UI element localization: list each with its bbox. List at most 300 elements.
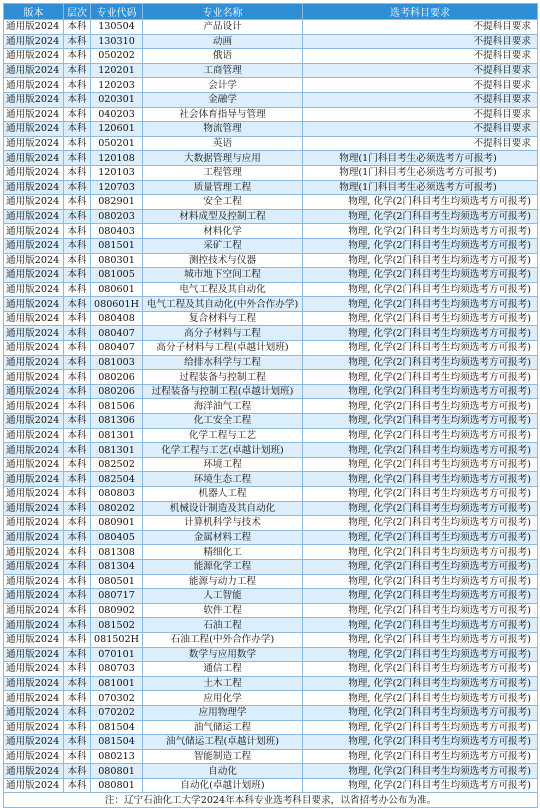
cell-version: 通用版2024 — [4, 180, 64, 195]
cell-level: 本科 — [64, 647, 91, 662]
table-row — [4, 589, 538, 604]
cell-version: 通用版2024 — [4, 384, 64, 399]
table-row — [4, 414, 538, 429]
cell-code: 120103 — [91, 165, 143, 180]
cell-requirement: 物理, 化学(2门科目考生均须选考方可报考) — [303, 676, 538, 691]
cell-code: 080801 — [91, 778, 143, 793]
cell-version: 通用版2024 — [4, 764, 64, 779]
cell-requirement: 物理(1门科目考生必须选考方可报考) — [303, 165, 538, 180]
cell-level: 本科 — [64, 545, 91, 560]
cell-requirement: 物理, 化学(2门科目考生均须选考方可报考) — [303, 384, 538, 399]
cell-code: 081001 — [91, 676, 143, 691]
cell-version: 通用版2024 — [4, 370, 64, 385]
cell-major-name: 过程装备与控制工程(卓越计划班) — [143, 384, 303, 399]
cell-version: 通用版2024 — [4, 662, 64, 677]
cell-version: 通用版2024 — [4, 589, 64, 604]
cell-requirement: 物理, 化学(2门科目考生均须选考方可报考) — [303, 282, 538, 297]
cell-version: 通用版2024 — [4, 676, 64, 691]
cell-requirement: 物理, 化学(2门科目考生均须选考方可报考) — [303, 764, 538, 779]
cell-requirement: 物理, 化学(2门科目考生均须选考方可报考) — [303, 443, 538, 458]
cell-major-name: 土木工程 — [143, 676, 303, 691]
cell-version: 通用版2024 — [4, 165, 64, 180]
cell-level: 本科 — [64, 632, 91, 647]
cell-level: 本科 — [64, 341, 91, 356]
cell-requirement: 不提科目要求 — [303, 122, 538, 137]
cell-level: 本科 — [64, 311, 91, 326]
cell-major-name: 复合材料与工程 — [143, 311, 303, 326]
cell-major-name: 给排水科学与工程 — [143, 355, 303, 370]
cell-version: 通用版2024 — [4, 749, 64, 764]
cell-requirement: 物理, 化学(2门科目考生均须选考方可报考) — [303, 326, 538, 341]
cell-code: 070302 — [91, 691, 143, 706]
cell-requirement: 物理, 化学(2门科目考生均须选考方可报考) — [303, 705, 538, 720]
cell-version: 通用版2024 — [4, 224, 64, 239]
table-row — [4, 472, 538, 487]
cell-major-name: 石油工程(中外合作办学) — [143, 632, 303, 647]
cell-version: 通用版2024 — [4, 151, 64, 166]
cell-version: 通用版2024 — [4, 632, 64, 647]
cell-code: 070202 — [91, 705, 143, 720]
cell-code: 081005 — [91, 268, 143, 283]
table-row — [4, 530, 538, 545]
table-row — [4, 574, 538, 589]
cell-code: 080717 — [91, 589, 143, 604]
cell-level: 本科 — [64, 735, 91, 750]
table-body — [4, 20, 538, 793]
table-row — [4, 501, 538, 516]
cell-level: 本科 — [64, 165, 91, 180]
table-row — [4, 705, 538, 720]
cell-code: 081504 — [91, 735, 143, 750]
cell-code: 080408 — [91, 311, 143, 326]
cell-major-name: 产品设计 — [143, 20, 303, 35]
cell-major-name: 油气储运工程 — [143, 720, 303, 735]
cell-code: 081506 — [91, 399, 143, 414]
cell-code: 081304 — [91, 559, 143, 574]
table-row — [4, 384, 538, 399]
cell-version: 通用版2024 — [4, 457, 64, 472]
cell-version: 通用版2024 — [4, 34, 64, 49]
table-row — [4, 545, 538, 560]
cell-level: 本科 — [64, 487, 91, 502]
cell-code: 120703 — [91, 180, 143, 195]
cell-version: 通用版2024 — [4, 574, 64, 589]
cell-requirement: 物理, 化学(2门科目考生均须选考方可报考) — [303, 268, 538, 283]
cell-code: 080403 — [91, 224, 143, 239]
cell-level: 本科 — [64, 399, 91, 414]
cell-level: 本科 — [64, 92, 91, 107]
table-row — [4, 122, 538, 137]
cell-requirement: 不提科目要求 — [303, 63, 538, 78]
cell-version: 通用版2024 — [4, 443, 64, 458]
cell-requirement: 物理, 化学(2门科目考生均须选考方可报考) — [303, 749, 538, 764]
cell-version: 通用版2024 — [4, 341, 64, 356]
cell-level: 本科 — [64, 501, 91, 516]
cell-requirement: 不提科目要求 — [303, 136, 538, 151]
cell-level: 本科 — [64, 589, 91, 604]
cell-level: 本科 — [64, 224, 91, 239]
cell-major-name: 自动化(卓越计划班) — [143, 778, 303, 793]
cell-code: 080902 — [91, 603, 143, 618]
cell-version: 通用版2024 — [4, 63, 64, 78]
cell-requirement: 物理, 化学(2门科目考生均须选考方可报考) — [303, 530, 538, 545]
table-row — [4, 297, 538, 312]
cell-requirement: 物理, 化学(2门科目考生均须选考方可报考) — [303, 662, 538, 677]
table-row — [4, 326, 538, 341]
cell-major-name: 社会体育指导与管理 — [143, 107, 303, 122]
cell-code: 080601H — [91, 297, 143, 312]
cell-major-name: 工商管理 — [143, 63, 303, 78]
cell-major-name: 化学工程与工艺 — [143, 428, 303, 443]
cell-level: 本科 — [64, 384, 91, 399]
cell-level: 本科 — [64, 516, 91, 531]
table-row — [4, 78, 538, 93]
cell-code: 080301 — [91, 253, 143, 268]
cell-major-name: 质量管理工程 — [143, 180, 303, 195]
table-row — [4, 778, 538, 793]
table-row — [4, 457, 538, 472]
cell-code: 130504 — [91, 20, 143, 35]
requirements-table-container — [3, 3, 537, 808]
cell-version: 通用版2024 — [4, 326, 64, 341]
cell-version: 通用版2024 — [4, 78, 64, 93]
table-row — [4, 691, 538, 706]
cell-requirement: 物理, 化学(2门科目考生均须选考方可报考) — [303, 632, 538, 647]
cell-level: 本科 — [64, 238, 91, 253]
cell-code: 081306 — [91, 414, 143, 429]
cell-requirement: 物理, 化学(2门科目考生均须选考方可报考) — [303, 195, 538, 210]
subject-requirements-table — [3, 3, 538, 808]
cell-major-name: 机械设计制造及其自动化 — [143, 501, 303, 516]
cell-code: 070101 — [91, 647, 143, 662]
cell-code: 080203 — [91, 209, 143, 224]
cell-major-name: 金融学 — [143, 92, 303, 107]
cell-version: 通用版2024 — [4, 428, 64, 443]
cell-major-name: 智能制造工程 — [143, 749, 303, 764]
cell-code: 080801 — [91, 764, 143, 779]
cell-code: 082504 — [91, 472, 143, 487]
cell-major-name: 城市地下空间工程 — [143, 268, 303, 283]
cell-major-name: 材料成型及控制工程 — [143, 209, 303, 224]
cell-level: 本科 — [64, 691, 91, 706]
cell-level: 本科 — [64, 253, 91, 268]
table-row — [4, 662, 538, 677]
cell-code: 080407 — [91, 326, 143, 341]
cell-code: 120108 — [91, 151, 143, 166]
cell-version: 通用版2024 — [4, 472, 64, 487]
cell-version: 通用版2024 — [4, 516, 64, 531]
cell-major-name: 电气工程及其自动化(中外合作办学) — [143, 297, 303, 312]
cell-version: 通用版2024 — [4, 487, 64, 502]
cell-major-name: 环境生态工程 — [143, 472, 303, 487]
table-row — [4, 268, 538, 283]
cell-version: 通用版2024 — [4, 238, 64, 253]
table-row — [4, 355, 538, 370]
cell-major-name: 电气工程及其自动化 — [143, 282, 303, 297]
cell-requirement: 物理, 化学(2门科目考生均须选考方可报考) — [303, 516, 538, 531]
cell-requirement: 物理, 化学(2门科目考生均须选考方可报考) — [303, 545, 538, 560]
cell-major-name: 过程装备与控制工程 — [143, 370, 303, 385]
table-row — [4, 487, 538, 502]
table-row — [4, 720, 538, 735]
cell-requirement: 不提科目要求 — [303, 34, 538, 49]
cell-major-name: 能源化学工程 — [143, 559, 303, 574]
table-row — [4, 370, 538, 385]
cell-code: 080407 — [91, 341, 143, 356]
table-row — [4, 49, 538, 64]
cell-level: 本科 — [64, 180, 91, 195]
cell-level: 本科 — [64, 209, 91, 224]
cell-code: 082502 — [91, 457, 143, 472]
table-row — [4, 735, 538, 750]
cell-code: 050201 — [91, 136, 143, 151]
cell-level: 本科 — [64, 355, 91, 370]
table-row — [4, 92, 538, 107]
cell-code: 081301 — [91, 443, 143, 458]
table-row — [4, 238, 538, 253]
table-row — [4, 180, 538, 195]
cell-level: 本科 — [64, 282, 91, 297]
cell-requirement: 不提科目要求 — [303, 92, 538, 107]
cell-requirement: 物理, 化学(2门科目考生均须选考方可报考) — [303, 618, 538, 633]
cell-major-name: 测控技术与仪器 — [143, 253, 303, 268]
cell-requirement: 物理, 化学(2门科目考生均须选考方可报考) — [303, 487, 538, 502]
cell-level: 本科 — [64, 107, 91, 122]
header-row — [4, 4, 538, 20]
cell-version: 通用版2024 — [4, 195, 64, 210]
cell-code: 080206 — [91, 384, 143, 399]
cell-version: 通用版2024 — [4, 603, 64, 618]
table-header — [4, 4, 538, 20]
cell-requirement: 物理, 化学(2门科目考生均须选考方可报考) — [303, 209, 538, 224]
cell-major-name: 英语 — [143, 136, 303, 151]
table-row — [4, 341, 538, 356]
cell-requirement: 物理, 化学(2门科目考生均须选考方可报考) — [303, 238, 538, 253]
header-level: 层次 — [64, 4, 91, 20]
header-version: 版本 — [4, 4, 64, 20]
cell-code: 120601 — [91, 122, 143, 137]
cell-version: 通用版2024 — [4, 49, 64, 64]
cell-version: 通用版2024 — [4, 691, 64, 706]
table-row — [4, 151, 538, 166]
cell-code: 120203 — [91, 78, 143, 93]
cell-code: 080703 — [91, 662, 143, 677]
cell-major-name: 能源与动力工程 — [143, 574, 303, 589]
cell-level: 本科 — [64, 428, 91, 443]
cell-code: 081003 — [91, 355, 143, 370]
cell-level: 本科 — [64, 574, 91, 589]
cell-major-name: 工程管理 — [143, 165, 303, 180]
cell-major-name: 化工安全工程 — [143, 414, 303, 429]
cell-code: 080803 — [91, 487, 143, 502]
cell-version: 通用版2024 — [4, 414, 64, 429]
cell-level: 本科 — [64, 749, 91, 764]
cell-major-name: 人工智能 — [143, 589, 303, 604]
cell-requirement: 物理, 化学(2门科目考生均须选考方可报考) — [303, 297, 538, 312]
cell-version: 通用版2024 — [4, 253, 64, 268]
cell-version: 通用版2024 — [4, 705, 64, 720]
cell-level: 本科 — [64, 195, 91, 210]
cell-code: 081502 — [91, 618, 143, 633]
cell-requirement: 物理, 化学(2门科目考生均须选考方可报考) — [303, 603, 538, 618]
cell-version: 通用版2024 — [4, 136, 64, 151]
table-row — [4, 209, 538, 224]
cell-requirement: 物理, 化学(2门科目考生均须选考方可报考) — [303, 341, 538, 356]
cell-major-name: 安全工程 — [143, 195, 303, 210]
cell-level: 本科 — [64, 705, 91, 720]
cell-requirement: 物理, 化学(2门科目考生均须选考方可报考) — [303, 370, 538, 385]
cell-level: 本科 — [64, 34, 91, 49]
cell-major-name: 石油工程 — [143, 618, 303, 633]
cell-level: 本科 — [64, 443, 91, 458]
cell-requirement: 不提科目要求 — [303, 107, 538, 122]
cell-requirement: 物理, 化学(2门科目考生均须选考方可报考) — [303, 472, 538, 487]
cell-version: 通用版2024 — [4, 559, 64, 574]
table-row — [4, 618, 538, 633]
cell-version: 通用版2024 — [4, 501, 64, 516]
cell-requirement: 不提科目要求 — [303, 78, 538, 93]
cell-major-name: 环境工程 — [143, 457, 303, 472]
table-row — [4, 399, 538, 414]
table-row — [4, 282, 538, 297]
cell-version: 通用版2024 — [4, 618, 64, 633]
cell-version: 通用版2024 — [4, 92, 64, 107]
cell-major-name: 计算机科学与技术 — [143, 516, 303, 531]
cell-major-name: 应用化学 — [143, 691, 303, 706]
table-row — [4, 63, 538, 78]
table-row — [4, 195, 538, 210]
table-row — [4, 647, 538, 662]
table-row — [4, 559, 538, 574]
table-row — [4, 443, 538, 458]
cell-level: 本科 — [64, 268, 91, 283]
cell-level: 本科 — [64, 472, 91, 487]
cell-major-name: 机器人工程 — [143, 487, 303, 502]
cell-code: 120201 — [91, 63, 143, 78]
cell-major-name: 数学与应用数学 — [143, 647, 303, 662]
cell-code: 020301 — [91, 92, 143, 107]
header-code: 专业代码 — [91, 4, 143, 20]
cell-level: 本科 — [64, 136, 91, 151]
cell-version: 通用版2024 — [4, 297, 64, 312]
cell-major-name: 自动化 — [143, 764, 303, 779]
cell-major-name: 动画 — [143, 34, 303, 49]
cell-requirement: 物理, 化学(2门科目考生均须选考方可报考) — [303, 735, 538, 750]
table-row — [4, 749, 538, 764]
cell-requirement: 物理, 化学(2门科目考生均须选考方可报考) — [303, 457, 538, 472]
table-row — [4, 20, 538, 35]
cell-level: 本科 — [64, 720, 91, 735]
cell-requirement: 物理, 化学(2门科目考生均须选考方可报考) — [303, 647, 538, 662]
cell-requirement: 物理, 化学(2门科目考生均须选考方可报考) — [303, 691, 538, 706]
cell-version: 通用版2024 — [4, 268, 64, 283]
cell-major-name: 海洋油气工程 — [143, 399, 303, 414]
cell-version: 通用版2024 — [4, 720, 64, 735]
table-row — [4, 224, 538, 239]
table-row — [4, 136, 538, 151]
cell-code: 040203 — [91, 107, 143, 122]
cell-code: 080601 — [91, 282, 143, 297]
cell-code: 080213 — [91, 749, 143, 764]
cell-requirement: 物理, 化学(2门科目考生均须选考方可报考) — [303, 778, 538, 793]
table-row — [4, 764, 538, 779]
cell-requirement: 物理(1门科目考生必须选考方可报考) — [303, 180, 538, 195]
cell-level: 本科 — [64, 662, 91, 677]
cell-version: 通用版2024 — [4, 311, 64, 326]
cell-level: 本科 — [64, 414, 91, 429]
cell-level: 本科 — [64, 20, 91, 35]
cell-requirement: 物理, 化学(2门科目考生均须选考方可报考) — [303, 224, 538, 239]
cell-major-name: 化学工程与工艺(卓越计划班) — [143, 443, 303, 458]
cell-requirement: 物理, 化学(2门科目考生均须选考方可报考) — [303, 720, 538, 735]
cell-level: 本科 — [64, 78, 91, 93]
cell-code: 130310 — [91, 34, 143, 49]
table-row — [4, 311, 538, 326]
cell-code: 080405 — [91, 530, 143, 545]
table-row — [4, 676, 538, 691]
table-row — [4, 34, 538, 49]
cell-level: 本科 — [64, 603, 91, 618]
cell-version: 通用版2024 — [4, 209, 64, 224]
cell-requirement: 物理, 化学(2门科目考生均须选考方可报考) — [303, 253, 538, 268]
cell-version: 通用版2024 — [4, 545, 64, 560]
table-row — [4, 428, 538, 443]
cell-requirement: 物理, 化学(2门科目考生均须选考方可报考) — [303, 311, 538, 326]
cell-major-name: 会计学 — [143, 78, 303, 93]
cell-code: 081301 — [91, 428, 143, 443]
cell-requirement: 物理, 化学(2门科目考生均须选考方可报考) — [303, 428, 538, 443]
cell-major-name: 物流管理 — [143, 122, 303, 137]
cell-major-name: 材料化学 — [143, 224, 303, 239]
cell-code: 081501 — [91, 238, 143, 253]
cell-requirement: 物理, 化学(2门科目考生均须选考方可报考) — [303, 414, 538, 429]
cell-requirement: 物理, 化学(2门科目考生均须选考方可报考) — [303, 589, 538, 604]
cell-requirement: 物理, 化学(2门科目考生均须选考方可报考) — [303, 559, 538, 574]
table-row — [4, 603, 538, 618]
cell-requirement: 不提科目要求 — [303, 20, 538, 35]
footnote: 注：辽宁石油化工大学2024年本科专业选考科目要求，以省招考办公布为准。 — [4, 793, 538, 808]
cell-level: 本科 — [64, 297, 91, 312]
header-major-name: 专业名称 — [143, 4, 303, 20]
cell-level: 本科 — [64, 530, 91, 545]
cell-major-name: 精细化工 — [143, 545, 303, 560]
cell-version: 通用版2024 — [4, 735, 64, 750]
cell-code: 050202 — [91, 49, 143, 64]
cell-major-name: 大数据管理与应用 — [143, 151, 303, 166]
cell-major-name: 通信工程 — [143, 662, 303, 677]
cell-level: 本科 — [64, 49, 91, 64]
cell-major-name: 采矿工程 — [143, 238, 303, 253]
cell-requirement: 物理, 化学(2门科目考生均须选考方可报考) — [303, 501, 538, 516]
note-row — [4, 793, 538, 808]
cell-version: 通用版2024 — [4, 778, 64, 793]
cell-version: 通用版2024 — [4, 647, 64, 662]
cell-code: 080206 — [91, 370, 143, 385]
cell-code: 080202 — [91, 501, 143, 516]
cell-major-name: 油气储运工程(卓越计划班) — [143, 735, 303, 750]
cell-code: 081308 — [91, 545, 143, 560]
cell-level: 本科 — [64, 63, 91, 78]
cell-major-name: 应用物理学 — [143, 705, 303, 720]
cell-major-name: 软件工程 — [143, 603, 303, 618]
cell-requirement: 物理, 化学(2门科目考生均须选考方可报考) — [303, 355, 538, 370]
cell-level: 本科 — [64, 151, 91, 166]
cell-code: 080501 — [91, 574, 143, 589]
table-row — [4, 253, 538, 268]
cell-level: 本科 — [64, 618, 91, 633]
cell-requirement: 物理(1门科目考生必须选考方可报考) — [303, 151, 538, 166]
cell-code: 081502H — [91, 632, 143, 647]
